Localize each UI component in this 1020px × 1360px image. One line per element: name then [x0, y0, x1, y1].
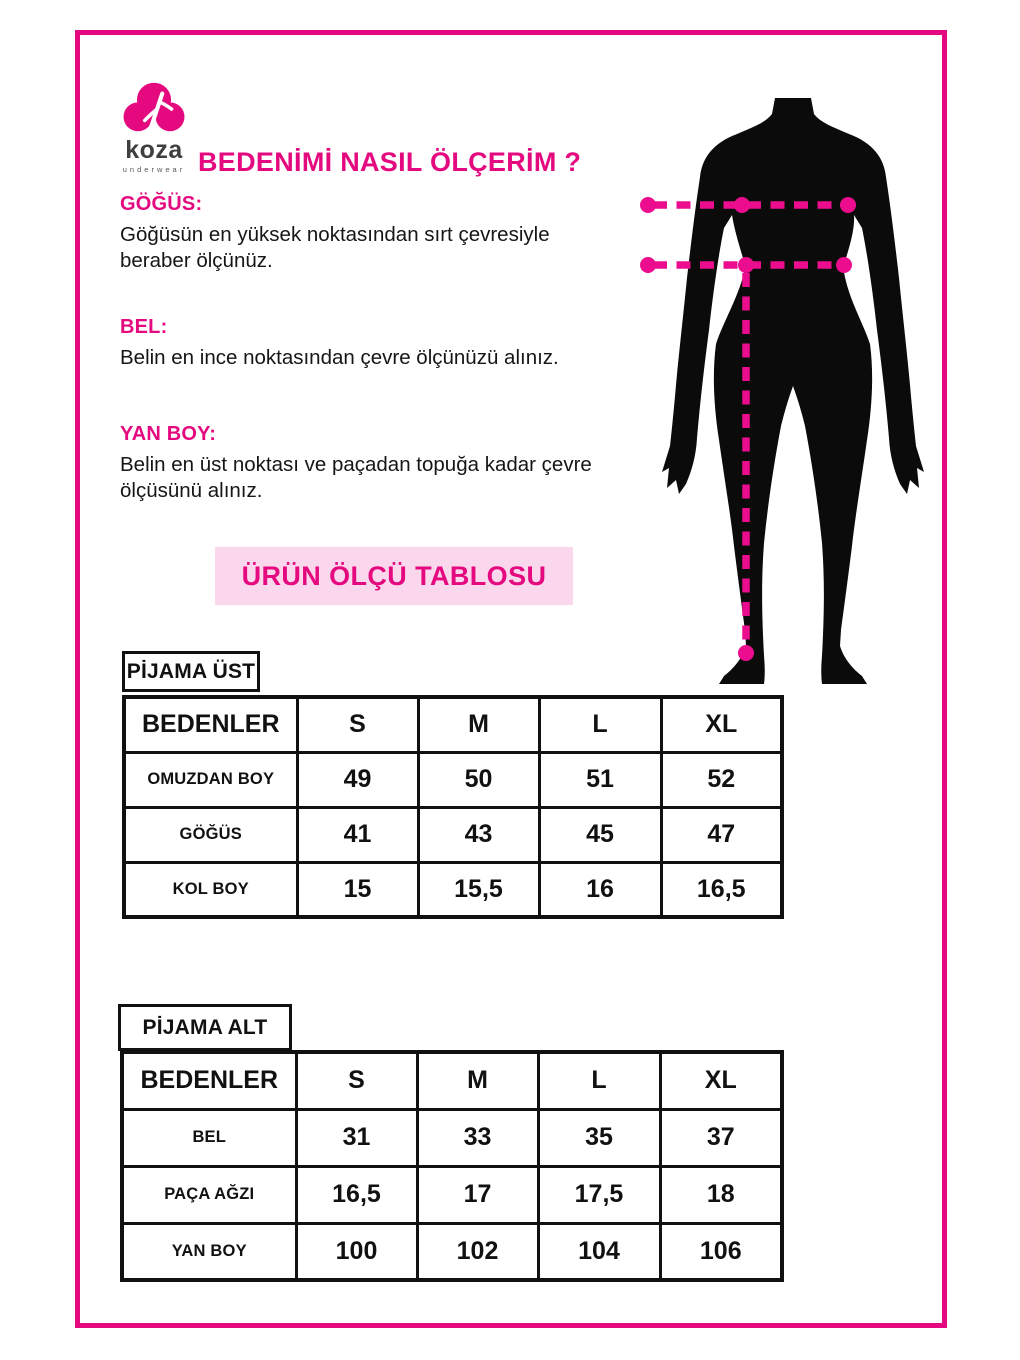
- size-table-banner: ÜRÜN ÖLÇÜ TABLOSU: [215, 547, 573, 605]
- size-table-pijama-alt: [120, 1050, 784, 1282]
- value-cell: 15: [297, 862, 418, 917]
- table-header-row: [124, 697, 782, 752]
- table-header-row: [122, 1052, 782, 1109]
- value-cell: 31: [296, 1109, 417, 1166]
- table-row: [124, 862, 782, 917]
- value-cell: 50: [418, 752, 539, 807]
- value-cell: 17: [417, 1166, 538, 1223]
- table-label-pijama-alt: PİJAMA ALT: [118, 1004, 292, 1051]
- section-body: Göğüsün en yüksek noktasından sırt çevresiyle beraber ölçünüz.: [120, 223, 550, 273]
- row-label-cell: BEL: [122, 1109, 296, 1166]
- value-cell: 18: [660, 1166, 782, 1223]
- page-title: BEDENİMİ NASIL ÖLÇERİM ?: [198, 147, 582, 177]
- section-heading: GÖĞÜS:: [120, 193, 203, 215]
- header-cell: L: [539, 697, 661, 752]
- instruction-section-bel: [120, 316, 598, 371]
- value-cell: 51: [539, 752, 661, 807]
- measurement-diagram: [615, 80, 945, 700]
- table-row: [122, 1166, 782, 1223]
- header-cell: BEDENLER: [124, 697, 297, 752]
- table-row: [122, 1109, 782, 1166]
- female-body-back-silhouette: [662, 98, 924, 684]
- value-cell: 104: [538, 1223, 660, 1280]
- header-cell: M: [417, 1052, 538, 1109]
- section-body: Belin en ince noktasından çevre ölçünüzü alınız.: [120, 346, 559, 369]
- table-label-pijama-ust: PİJAMA ÜST: [122, 651, 260, 692]
- logo-subtitle-text: underwear: [122, 165, 186, 174]
- header-cell: M: [418, 697, 539, 752]
- value-cell: 33: [417, 1109, 538, 1166]
- value-cell: 49: [297, 752, 418, 807]
- section-heading: YAN BOY:: [120, 423, 217, 445]
- value-cell: 16: [539, 862, 661, 917]
- table-row: [124, 752, 782, 807]
- section-body: Belin en üst noktası ve paçadan topuğa kadar çevre ölçüsünü alınız.: [120, 453, 592, 503]
- value-cell: 16,5: [661, 862, 782, 917]
- table-row: [124, 807, 782, 862]
- value-cell: 52: [661, 752, 782, 807]
- value-cell: 102: [417, 1223, 538, 1280]
- row-label-cell: PAÇA AĞZI: [122, 1166, 296, 1223]
- header-cell: XL: [660, 1052, 782, 1109]
- row-label-cell: KOL BOY: [124, 862, 297, 917]
- row-label-cell: YAN BOY: [122, 1223, 296, 1280]
- koza-cocoon-icon: [123, 82, 185, 132]
- size-table-pijama-ust: [122, 695, 784, 919]
- row-label-cell: OMUZDAN BOY: [124, 752, 297, 807]
- table-row: [122, 1223, 782, 1280]
- row-label-cell: GÖĞÜS: [124, 807, 297, 862]
- value-cell: 100: [296, 1223, 417, 1280]
- instruction-section-gogus: [120, 193, 598, 274]
- value-cell: 47: [661, 807, 782, 862]
- header-cell: BEDENLER: [122, 1052, 296, 1109]
- value-cell: 35: [538, 1109, 660, 1166]
- value-cell: 16,5: [296, 1166, 417, 1223]
- value-cell: 45: [539, 807, 661, 862]
- section-heading: BEL:: [120, 316, 168, 338]
- header-cell: XL: [661, 697, 782, 752]
- logo-brand-text: koza: [125, 136, 183, 164]
- instruction-section-yan-boy: [120, 423, 598, 504]
- header-cell: S: [296, 1052, 417, 1109]
- header-cell: L: [538, 1052, 660, 1109]
- value-cell: 106: [660, 1223, 782, 1280]
- value-cell: 37: [660, 1109, 782, 1166]
- value-cell: 17,5: [538, 1166, 660, 1223]
- value-cell: 41: [297, 807, 418, 862]
- brand-logo: [117, 82, 191, 174]
- value-cell: 43: [418, 807, 539, 862]
- header-cell: S: [297, 697, 418, 752]
- value-cell: 15,5: [418, 862, 539, 917]
